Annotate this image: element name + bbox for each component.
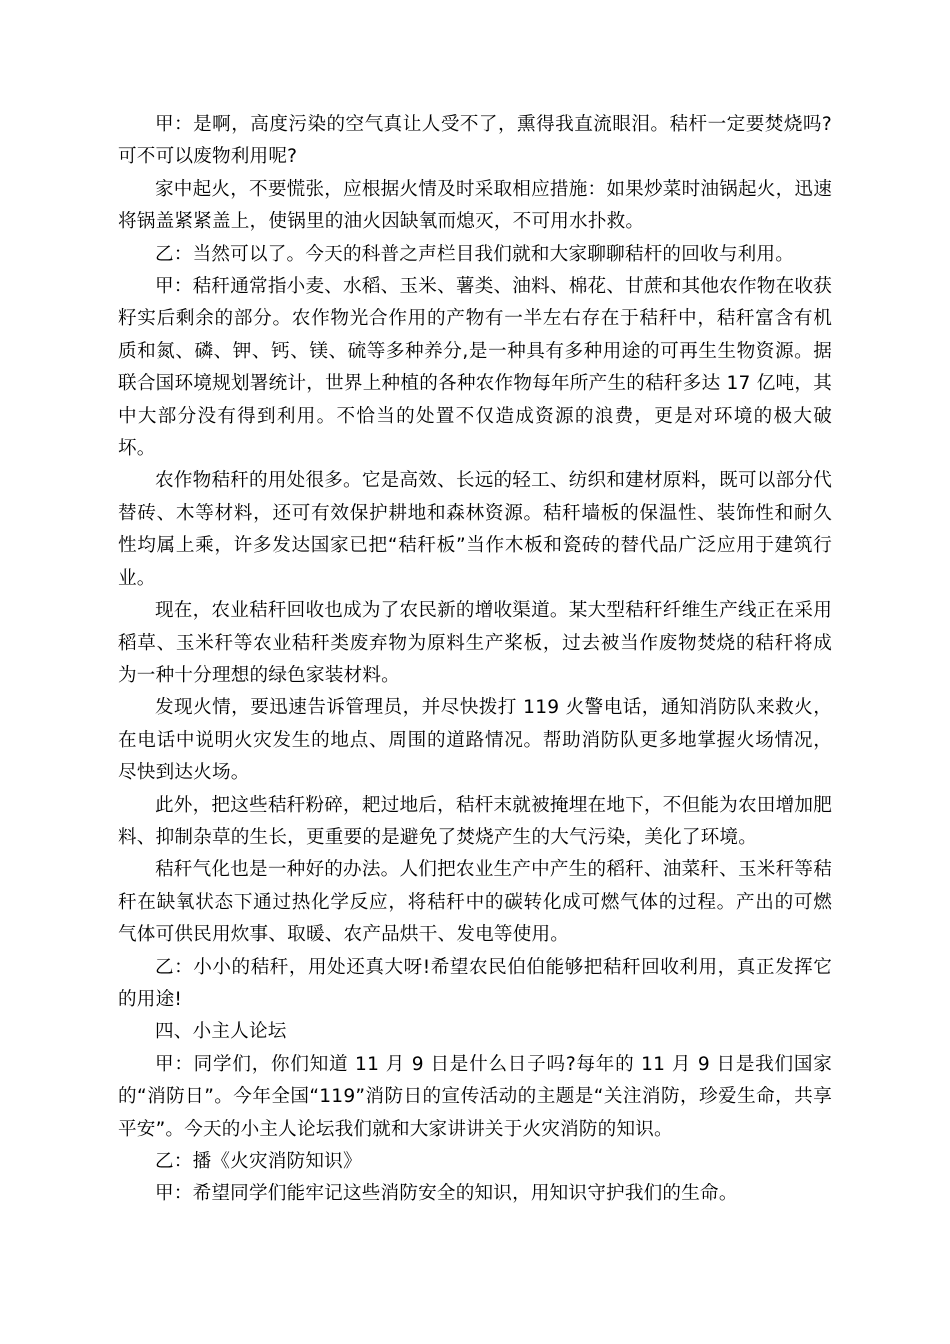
paragraph: 乙：小小的秸秆，用处还真大呀!希望农民伯伯能够把秸秆回收利用，真正发挥它的用途!: [118, 956, 832, 1010]
paragraph: 甲：是啊，高度污染的空气真让人受不了，熏得我直流眼泪。秸杆一定要焚烧吗?可不可以废物利用呢?: [118, 114, 832, 168]
paragraph: 甲：希望同学们能牢记这些消防安全的知识，用知识守护我们的生命。: [155, 1183, 738, 1205]
paragraph: 乙：当然可以了。今天的科普之声栏目我们就和大家聊聊秸杆的回收与利用。: [155, 243, 794, 265]
paragraph: 甲：同学们，你们知道 11 月 9 日是什么日子吗?每年的 11 月 9 日是我们国家的“消防日”。今年全国“119”消防日的宣传活动的主题是“关注消防，珍爱生命，共享平安”。今天的小主人论坛我们就和大家讲讲关于火灾消防的知识。: [118, 1053, 832, 1140]
paragraph: 现在，农业秸秆回收也成为了农民新的增收渠道。某大型秸秆纤维生产线正在采用稻草、玉米秆等农业秸秆类废弃物为原料生产桨板，过去被当作废物焚烧的秸秆将成为一种十分理想的绿色家装材料。: [118, 600, 832, 686]
document-body: [118, 109, 832, 1211]
paragraph: 乙：播《火灾消防知识》: [155, 1151, 362, 1172]
paragraph: 秸秆气化也是一种好的办法。人们把农业生产中产生的稻秆、油菜秆、玉米秆等秸秆在缺氧状态下通过热化学反应，将秸秆中的碳转化成可燃气体的过程。产出的可燃气体可供民用炊事、取暖、农产品烘干、发电等使用。: [118, 859, 832, 946]
paragraph: 发现火情，要迅速告诉管理员，并尽快拨打 119 火警电话，通知消防队来救火，在电话中说明火灾发生的地点、周围的道路情况。帮助消防队更多地掌握火场情况，尽快到达火场。: [118, 697, 832, 784]
paragraph: 家中起火，不要慌张，应根据火情及时采取相应措施：如果炒菜时油锅起火，迅速将锅盖紧紧盖上，使锅里的油火因缺氧而熄灭，不可用水扑救。: [118, 178, 832, 233]
paragraph: 此外，把这些秸秆粉碎，耙过地后，秸杆末就被掩埋在地下，不但能为农田增加肥料、抑制杂草的生长，更重要的是避免了焚烧产生的大气污染，美化了环境。: [118, 794, 832, 848]
section-heading: 四、小主人论坛: [155, 1021, 287, 1043]
paragraph: 甲：秸秆通常指小麦、水稻、玉米、薯类、油料、棉花、甘蔗和其他农作物在收获籽实后剩余的部分。农作物光合作用的产物有一半左右存在于秸秆中，秸秆富含有机质和氮、磷、钾、钙、镁、硫等多种养分,是一种具有多种用途的可再生生物资源。据联合国环境规划署统计，世界上种植的各种农作物每年所产生的秸秆多达 17 亿吨，其中大部分没有得到利用。不恰当的处置不仅造成资源的浪费，更是对环境的极大破坏。: [118, 276, 832, 460]
paragraph: 农作物秸秆的用处很多。它是高效、长远的轻工、纺织和建材原料，既可以部分代替砖、木等材料，还可有效保护耕地和森林资源。秸秆墙板的保温性、装饰性和耐久性均属上乘，许多发达国家已把“秸秆板”当作木板和瓷砖的替代品广泛应用于建筑行业。: [118, 470, 832, 589]
